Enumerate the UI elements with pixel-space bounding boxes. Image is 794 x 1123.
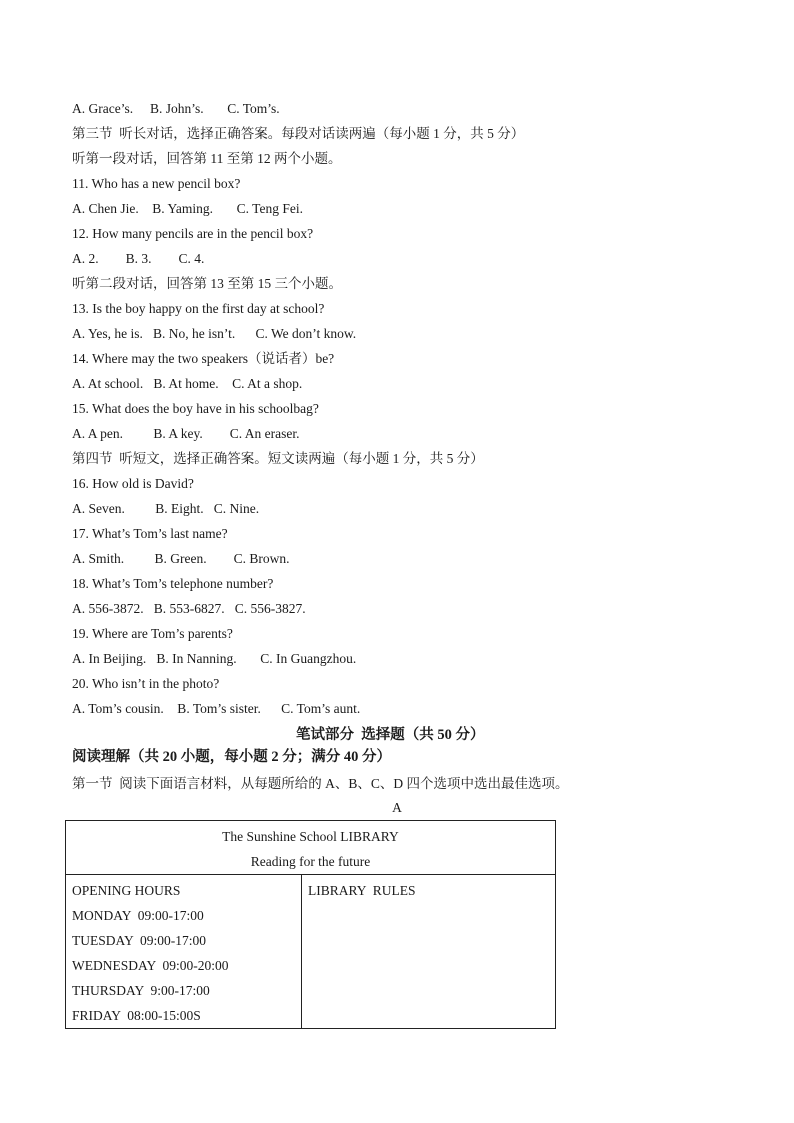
q14-options: A. At school. B. At home. C. At a shop. bbox=[72, 376, 303, 391]
passage-label: A bbox=[392, 800, 402, 815]
q18-options: A. 556-3872. B. 553-6827. C. 556-3827. bbox=[72, 601, 306, 616]
q18-question: 18. What’s Tom’s telephone number? bbox=[72, 576, 274, 591]
hours-friday: FRIDAY 08:00-15:00S bbox=[72, 1008, 201, 1023]
q13-question: 13. Is the boy happy on the first day at school? bbox=[72, 301, 325, 316]
section1-instruction: 第一节 阅读下面语言材料，从每题所给的 A、B、C、D 四个选项中选出最佳选项。 bbox=[72, 776, 569, 791]
q19-question: 19. Where are Tom’s parents? bbox=[72, 626, 233, 641]
q16-options: A. Seven. B. Eight. C. Nine. bbox=[72, 501, 260, 516]
q19-options: A. In Beijing. B. In Nanning. C. In Guangzhou. bbox=[72, 651, 357, 666]
library-rules-cell bbox=[302, 875, 556, 1029]
dialog1-instruction: 听第一段对话，回答第 11 至第 12 两个小题。 bbox=[72, 151, 342, 166]
q20-question: 20. Who isn’t in the photo? bbox=[72, 676, 220, 691]
hours-thursday: THURSDAY 9:00-17:00 bbox=[72, 983, 210, 998]
library-header-cell bbox=[66, 821, 556, 875]
q13-options: A. Yes, he is. B. No, he isn’t. C. We don’t know. bbox=[72, 326, 357, 341]
q10-options: A. Grace’s. B. John’s. C. Tom’s. bbox=[72, 101, 280, 116]
hours-wednesday: WEDNESDAY 09:00-20:00 bbox=[72, 958, 229, 973]
hours-monday: MONDAY 09:00-17:00 bbox=[72, 908, 204, 923]
library-subtitle: Reading for the future bbox=[250, 854, 371, 869]
opening-hours-heading: OPENING HOURS bbox=[72, 883, 181, 898]
library-table bbox=[65, 820, 556, 1029]
written-part-title: 笔试部分 选择题（共 50 分） bbox=[296, 727, 485, 743]
q12-question: 12. How many pencils are in the pencil box? bbox=[72, 226, 314, 241]
library-rules-heading: LIBRARY RULES bbox=[308, 883, 416, 898]
q15-options: A. A pen. B. A key. C. An eraser. bbox=[72, 426, 300, 441]
q20-options: A. Tom’s cousin. B. Tom’s sister. C. Tom’s aunt. bbox=[72, 701, 361, 716]
q11-options: A. Chen Jie. B. Yaming. C. Teng Fei. bbox=[72, 201, 303, 216]
opening-hours-cell bbox=[66, 875, 302, 1029]
q12-options: A. 2. B. 3. C. 4. bbox=[72, 251, 205, 266]
q16-question: 16. How old is David? bbox=[72, 476, 194, 491]
hours-tuesday: TUESDAY 09:00-17:00 bbox=[72, 933, 207, 948]
q11-question: 11. Who has a new pencil box? bbox=[72, 176, 241, 191]
section3-heading: 第三节 听长对话，选择正确答案。每段对话读两遍（每小题 1 分，共 5 分） bbox=[72, 126, 525, 141]
q15-question: 15. What does the boy have in his schoolbag? bbox=[72, 401, 319, 416]
q17-question: 17. What’s Tom’s last name? bbox=[72, 526, 228, 541]
q14-question: 14. Where may the two speakers（说话者）be? bbox=[72, 351, 335, 366]
dialog2-instruction: 听第二段对话，回答第 13 至第 15 三个小题。 bbox=[72, 276, 342, 291]
library-title: The Sunshine School LIBRARY bbox=[222, 829, 399, 844]
q17-options: A. Smith. B. Green. C. Brown. bbox=[72, 551, 290, 566]
reading-section-title: 阅读理解（共 20 小题，每小题 2 分；满分 40 分） bbox=[72, 749, 391, 765]
section4-heading: 第四节 听短文，选择正确答案。短文读两遍（每小题 1 分，共 5 分） bbox=[72, 451, 484, 466]
